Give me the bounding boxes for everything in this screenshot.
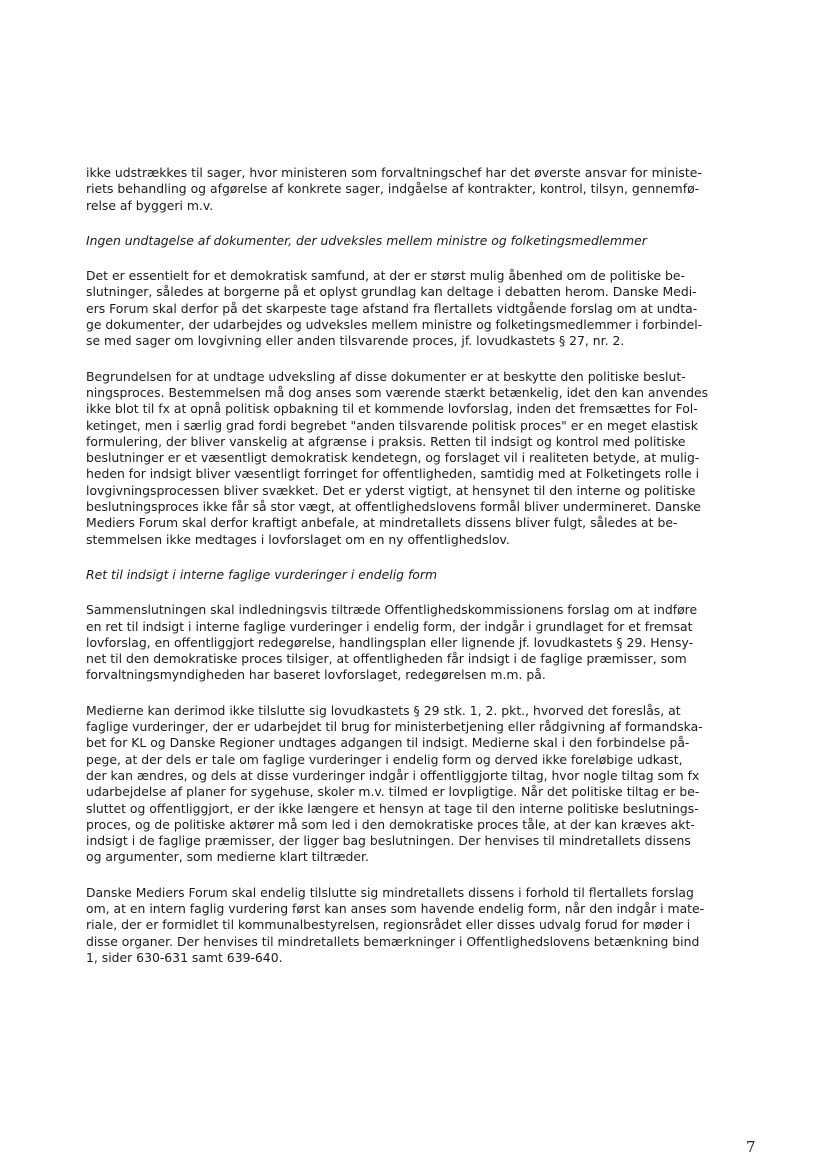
paragraph [86,268,762,349]
paragraph-line: udarbejdelse af planer for sygehuse, skoler m.v. tilmed er lovpligtige. Når det politiske tiltag er be- [86,784,700,800]
paragraph-line: lovforslag, en offentliggjort redegørelse, handlingsplan eller lignende jf. lovudkastets § 29. Hensy- [86,634,694,650]
paragraph-line: sluttet og offentliggjort, er der ikke længere et hensyn at tage til den interne politiske beslutnings- [86,800,699,816]
section-heading [86,567,762,583]
paragraph-line: og argumenter, som medierne klart tiltræder. [86,849,369,865]
paragraph-line: disse organer. Der henvises til mindretallets bemærkninger i Offentlighedslovens betænkning bind [86,933,700,949]
paragraph-line: riets behandling og afgørelse af konkrete sager, indgåelse af kontrakter, kontrol, tilsyn, gennemfø- [86,181,700,197]
paragraph-line: en ret til indsigt i interne faglige vurderinger i endelig form, der indgår i grundlaget for et fremsat [86,618,693,634]
paragraph-line: lovgivningsprocessen bliver svækket. Det er yderst vigtigt, at hensynet til den interne og politiske [86,482,696,498]
paragraph-line: bet for KL og Danske Regioner undtages adgangen til indsigt. Medierne skal i den forbindelse på- [86,735,690,751]
paragraph [86,885,762,966]
paragraph-line: Begrundelsen for at undtage udveksling af disse dokumenter er at beskytte den politiske beslut- [86,368,686,384]
paragraph-line: stemmelsen ikke medtages i lovforslaget om en ny offentlighedslov. [86,531,510,547]
paragraph [86,703,762,866]
paragraph-line: om, at en intern faglig vurdering først kan anses som havende endelig form, når den indgår i mate- [86,900,705,916]
paragraph-line: beslutninger er et væsentligt demokratisk kendetegn, og forslaget vil i realiteten betyde, at mulig- [86,450,700,466]
paragraph-line: proces, og de politiske aktører må som led i den demokratiske proces tåle, at der kan kræves akt- [86,816,695,832]
paragraph-line: ningsproces. Bestemmelsen må dog anses som værende stærkt betænkelig, idet den kan anvendes [86,384,709,400]
paragraph-line: ge dokumenter, der udarbejdes og udveksles mellem ministre og folketingsmedlemmer i forbindel- [86,317,703,333]
paragraph-line: riale, der er formidlet til kommunalbestyrelsen, regionsrådet eller disses udvalg forud for møder i [86,917,691,933]
paragraph-line: forvaltningsmyndigheden har baseret lovforslaget, redegørelsen m.m. på. [86,667,546,683]
paragraph-line: Danske Mediers Forum skal endelig tilslutte sig mindretallets dissens i forhold til flertallets forslag [86,884,694,900]
paragraph-line: ers Forum skal derfor på det skarpeste tage afstand fra flertallets vidtgående forslag om at undta- [86,300,698,316]
page-number: 7 [746,1138,756,1156]
paragraph [86,602,762,683]
paragraph-line: Mediers Forum skal derfor kraftigt anbefale, at mindretallets dissens bliver fulgt, således at be- [86,515,678,531]
section-heading [86,233,762,249]
document-body [86,165,762,985]
paragraph-line: Det er essentielt for et demokratisk samfund, at der er størst mulig åbenhed om de politiske be- [86,268,685,284]
paragraph-line: se med sager om lovgivning eller anden tilsvarende proces, jf. lovudkastets § 27, nr. 2. [86,333,625,349]
heading-text: Ret til indsigt i interne faglige vurderinger i endelig form [86,566,438,582]
paragraph-line: Medierne kan derimod ikke tilslutte sig lovudkastets § 29 stk. 1, 2. pkt., hvorved det foreslås, at [86,702,681,718]
paragraph-line: formulering, der bliver vanskelig at afgrænse i praksis. Retten til indsigt og kontrol med politiske [86,433,686,449]
paragraph-line: heden for indsigt bliver væsentligt forringet for offentligheden, samtidig med at Folketingets rolle i [86,466,700,482]
paragraph-line: indsigt i de faglige præmisser, der ligger bag beslutningen. Der henvises til mindretallets dissens [86,833,691,849]
paragraph-line: relse af byggeri m.v. [86,197,214,213]
paragraph [86,369,762,548]
paragraph-line: pege, at der dels er tale om faglige vurderinger i endelig form og derved ikke foreløbige udkast, [86,751,683,767]
paragraph-line: der kan ændres, og dels at disse vurderinger indgår i offentliggjorte tiltag, hvor nogle tiltag som fx [86,767,700,783]
paragraph-line: ikke udstrækkes til sager, hvor ministeren som forvaltningschef har det øverste ansvar for ministe- [86,165,702,180]
heading-text: Ingen undtagelse af dokumenter, der udveksles mellem ministre og folketingsmedlemmer [86,232,647,248]
paragraph-line: slutninger, således at borgerne på et oplyst grundlag kan deltage i debatten herom. Danske Medi- [86,284,697,300]
paragraph-line: ketinget, men i særlig grad fordi begrebet "anden tilsvarende politisk proces" er en meget elastisk [86,417,698,433]
paragraph-line: Sammenslutningen skal indledningsvis tiltræde Offentlighedskommissionens forslag om at indføre [86,602,698,618]
paragraph-line: 1, sider 630-631 samt 639-640. [86,949,283,965]
paragraph-line: beslutningsproces ikke får så stor vægt, at offentlighedslovens formål bliver undermineret. Danske [86,499,701,515]
paragraph-line: ikke blot til fx at opnå politisk opbakning til et kommende lovforslag, inden det fremsættes for Fol- [86,401,698,417]
paragraph-line: net til den demokratiske proces tilsiger, at offentligheden får indsigt i de faglige præmisser, som [86,651,687,667]
paragraph-line: faglige vurderinger, der er udarbejdet til brug for ministerbetjening eller rådgivning af formandska- [86,719,703,735]
paragraph [86,165,762,214]
